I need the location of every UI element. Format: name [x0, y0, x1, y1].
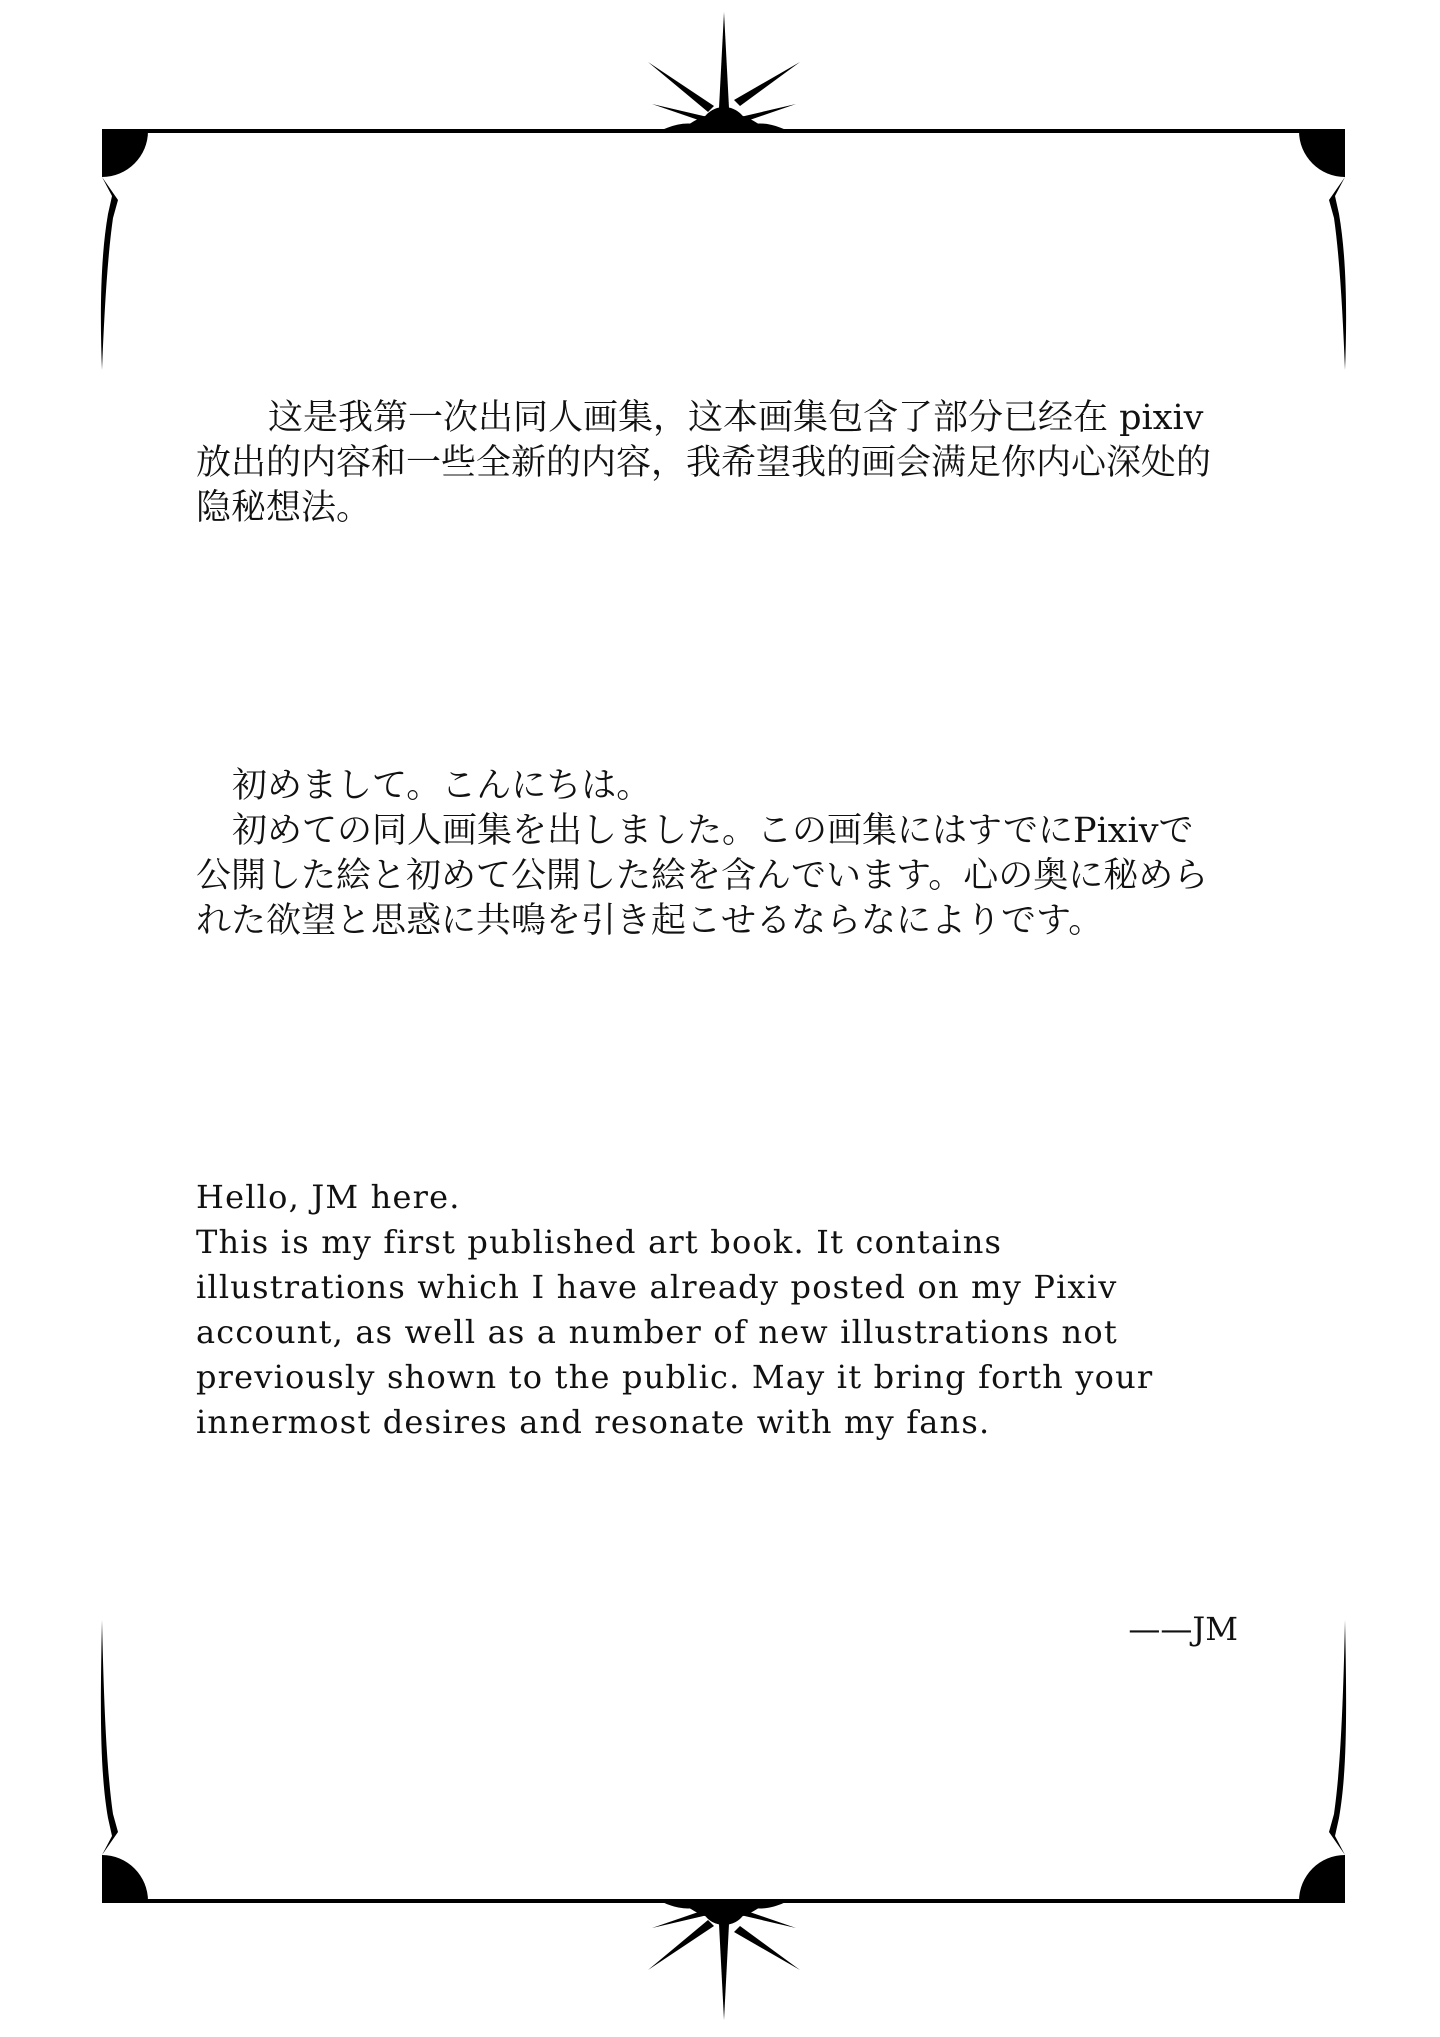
english-line: illustrations which I have already posted on my Pixiv — [196, 1268, 1118, 1306]
english-line: innermost desires and resonate with my fans. — [196, 1403, 991, 1441]
japanese-line: れた欲望と思惑に共鳴を引き起こせるならなによりです。 — [196, 901, 1104, 941]
chinese-line: 这是我第一次出同人画集，这本画集包含了部分已经在 pixiv — [268, 398, 1204, 438]
japanese-line: 初めまして。こんにちは。 — [232, 766, 652, 806]
english-line: Hello, JM here. — [196, 1178, 461, 1216]
english-line: This is my first published art book. It contains — [196, 1223, 1003, 1261]
english-message — [196, 1175, 1266, 1445]
chinese-line: 放出的内容和一些全新的内容，我希望我的画会满足你内心深处的 — [196, 443, 1212, 483]
english-line: previously shown to the public. May it bring forth your — [196, 1358, 1154, 1396]
japanese-line: 初めての同人画集を出しました。この画集にはすでにPixivで — [232, 811, 1194, 851]
signature: ——JM — [1128, 1610, 1238, 1648]
chinese-message — [196, 396, 1266, 531]
chinese-line: 隐秘想法。 — [196, 488, 372, 528]
english-line: account, as well as a number of new illustrations not — [196, 1313, 1118, 1351]
japanese-line: 公開した絵と初めて公開した絵を含んでいます。心の奥に秘めら — [196, 856, 1209, 896]
japanese-message — [196, 764, 1266, 944]
